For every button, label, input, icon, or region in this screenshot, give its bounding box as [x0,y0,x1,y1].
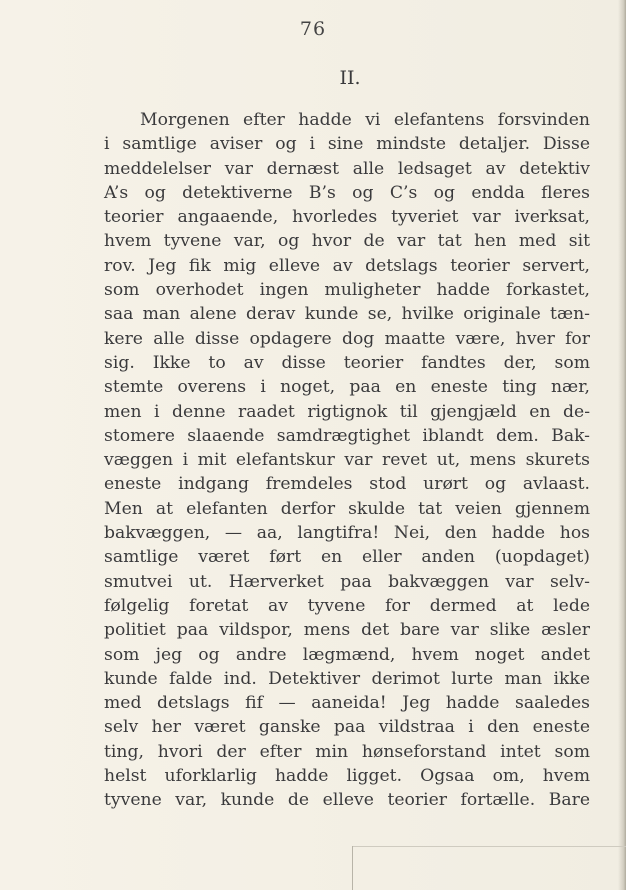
page-number: 76 [299,18,327,40]
text-line: samtlige været ført en eller anden (uopdaget) [104,547,590,568]
page-edge-fold [352,846,626,847]
text-line: rov. Jeg fik mig elleve av detslags teorier servert, [104,255,590,276]
text-line: smutvei ut. Hærverket paa bakvæggen var selv- [104,571,590,592]
text-line: hvem tyvene var, og hvor de var tat hen med sit [104,231,590,252]
text-line: stomere slaaende samdrægtighet iblandt dem. Bak- [104,425,590,446]
text-line: Men at elefanten derfor skulde tat veien gjennem [104,498,590,519]
text-line: med detslags fif — aaneida! Jeg hadde saaledes [104,693,590,714]
text-line: som overhodet ingen muligheter hadde forkastet, [104,280,590,301]
page-edge-fold-vertical [352,846,353,890]
text-line: men i denne raadet rigtignok til gjengjæld en de- [104,401,590,422]
text-line: teorier angaaende, hvorledes tyveriet var iverksat, [104,207,590,228]
text-line: i samtlige aviser og i sine mindste detaljer. Disse [104,134,590,155]
text-line: Morgenen efter hadde vi elefantens forsvinden [140,110,590,130]
text-line: væggen i mit elefantskur var revet ut, mens skurets [104,450,590,471]
text-line: bakvæggen, — aa, langtifra! Nei, den hadde hos [104,523,590,544]
text-line: politiet paa vildspor, mens det bare var slike æsler [104,620,590,641]
chapter-heading: II. [339,67,361,89]
text-line: som jeg og andre lægmænd, hvem noget andet [104,644,590,665]
text-line: kere alle disse opdagere dog maatte være, hver for [104,328,590,349]
page-edge-shadow [618,0,626,890]
text-line: helst uforklarlig hadde ligget. Ogsaa om, hvem [104,766,590,787]
text-line: sig. Ikke to av disse teorier fandtes der, som [104,352,590,373]
text-line: meddelelser var dernæst alle ledsaget av detektiv [104,158,590,179]
text-line: følgelig foretat av tyvene for dermed at lede [104,595,590,616]
text-line: A’s og detektiverne B’s og C’s og endda fleres [104,182,590,203]
text-line: stemte overens i noget, paa en eneste ting nær, [104,377,590,398]
text-line: tyvene var, kunde de elleve teorier fortælle. Bare [104,790,590,811]
text-line: kunde falde ind. Detektiver derimot lurte man ikke [104,668,590,689]
text-line: eneste indgang fremdeles stod urørt og avlaast. [104,474,590,495]
body-text [104,108,590,813]
text-line: saa man alene derav kunde se, hvilke originale tæn- [104,304,590,325]
text-line: ting, hvori der efter min hønseforstand intet som [104,741,590,762]
text-line: selv her været ganske paa vildstraa i den eneste [104,717,590,738]
